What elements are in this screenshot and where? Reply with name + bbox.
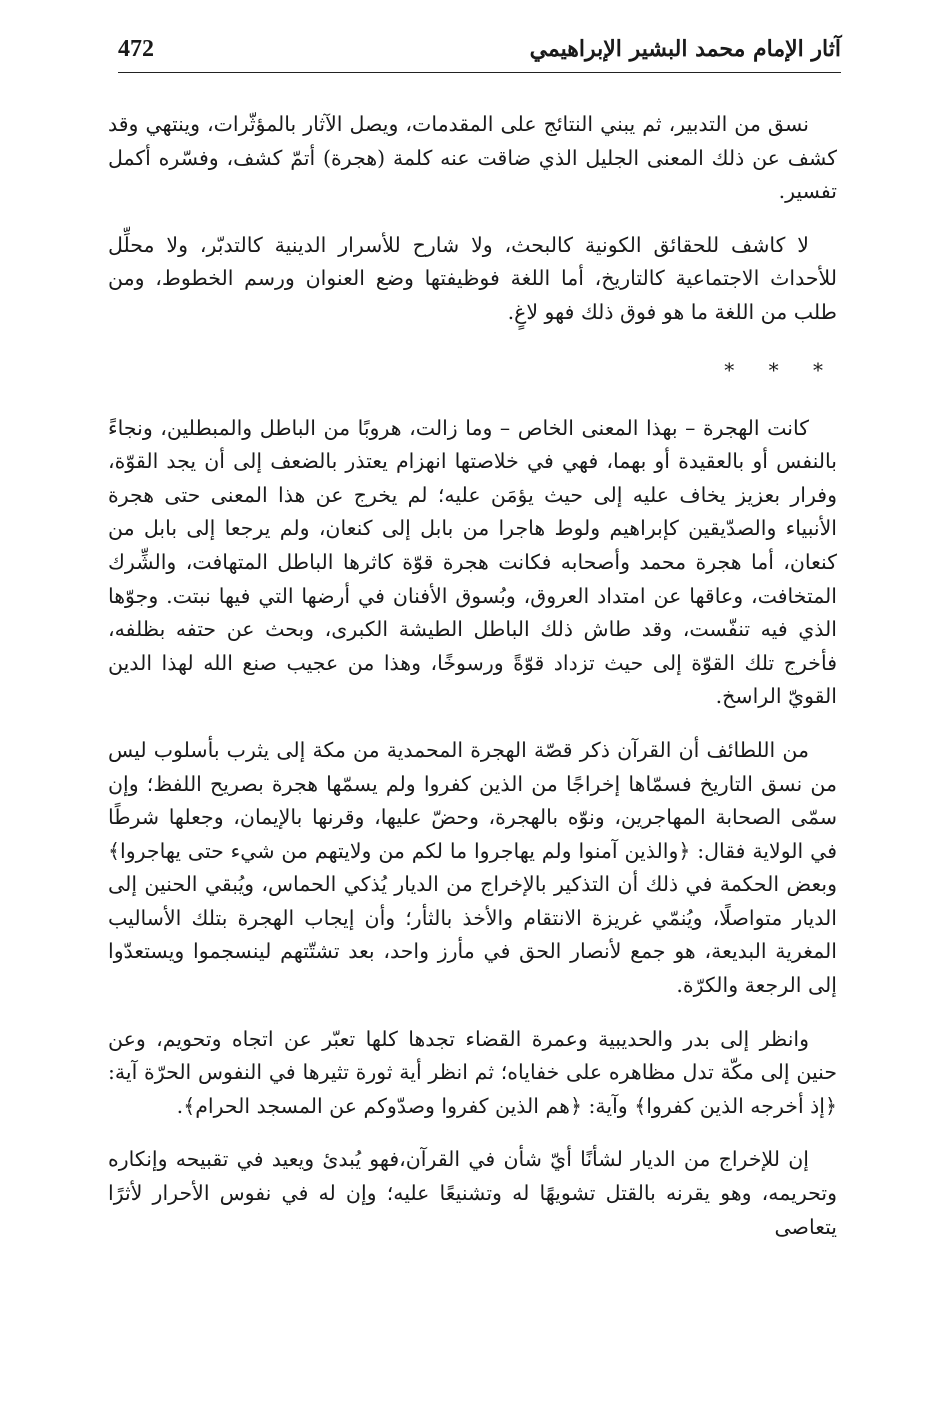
paragraph: لا كاشف للحقائق الكونية كالبحث، ولا شارح للأسرار الدينية كالتدبّر، ولا محلِّل للأحداث الاجتماعية كالتاريخ، أما اللغة فوظيفتها وضع العنوان ورسم الخطوط، ومن طلب من اللغة ما هو فوق ذلك فهو لاغٍ. <box>108 232 837 324</box>
body-text <box>108 108 837 1244</box>
paragraph: إن للإخراج من الديار لشأنًا أيّ شأن في القرآن،فهو يُبدئ ويعيد في تقبيحه وإنكاره وتحريمه، وهو يقرنه بالقتل تشويهًا له وتشنيعًا عليه؛ وإن له في نفوس الأحرار لأثرًا يتعاصى <box>108 1147 837 1239</box>
section-divider: * * * <box>724 357 837 382</box>
page-header <box>118 28 841 73</box>
paragraph: كانت الهجرة – بهذا المعنى الخاص – وما زالت، هروبًا من الباطل والمبطلين، ونجاءً بالنفس أو بالعقيدة أو بهما، فهي في خلاصتها انهزام يعتذر بالضعف إلى أن يجد القوّة، وفرار بعزيز يخاف عليه إلى حيث يؤمَن عليه؛ لم يخرج عن هذا المعنى حتى هجرة الأنبياء والصدّيقين كإبراهيم ولوط هاجرا من بابل إلى كنعان، ولم يرجعا إلى بابل من كنعان، أما هجرة محمد وأصحابه فكانت هجرة قوّة كاثرها الباطل المتهافت، والشِّرك المتخافت، وعاقها عن امتداد العروق، وبُسوق الأفنان في أرضها التي فيها نبتت. وجوّها الذي فيه تنفّست، وقد طاش ذلك الباطل الطيشة الكبرى، وبحث عن حتفه بظلفه، فأخرج تلك القوّة إلى حيث تزداد قوّةً ورسوخًا، وهذا من عجيب صنع الله لهذا الدين القويّ الراسخ. <box>108 415 837 709</box>
paragraph: نسق من التدبير، ثم يبني النتائج على المقدمات، ويصل الآثار بالمؤثّرات، وينتهي وقد كشف عن ذلك المعنى الجليل الذي ضاقت عنه كلمة (هجرة) أتمّ كشف، وفسّره أكمل تفسير. <box>108 112 837 204</box>
page-number: 472 <box>118 36 154 62</box>
paragraph: من اللطائف أن القرآن ذكر قصّة الهجرة المحمدية من مكة إلى يثرب بأسلوب ليس من نسق التاريخ فسمّاها إخراجًا من الذين كفروا ولم يسمّها هجرة بصريح اللفظ؛ وإن سمّى الصحابة المهاجرين، ونوّه بالهجرة، وحضّ عليها، وقرنها بالإيمان، وجعلها شرطًا في الولاية فقال: ﴿والذين آمنوا ولم يهاجروا ما لكم من ولايتهم من شيء حتى يهاجروا﴾ وبعض الحكمة في ذلك أن التذكير بالإخراج من الديار يُذكي الحماس، ويُبقي الحنين إلى الديار متواصلًا، ويُنمّي غريزة الانتقام والأخذ بالثأر؛ وأن إيجاب الهجرة بتلك الأساليب المغرية البديعة، هو جمع لأنصار الحق في مأرز واحد، بعد تشتّتهم لينسجموا ويستعدّوا إلى الرجعة والكرّة. <box>108 737 837 998</box>
running-title: آثار الإمام محمد البشير الإبراهيمي <box>529 36 841 62</box>
paragraph: وانظر إلى بدر والحديبية وعمرة القضاء تجدها كلها تعبّر عن اتجاه وتحويم، وعن حنين إلى مكّة تدل مظاهره على خفاياه؛ ثم انظر أية ثورة تثيرها في النفوس الحرّة آية: ﴿إذ أخرجه الذين كفروا﴾ وآية: ﴿هم الذين كفروا وصدّوكم عن المسجد الحرام﴾. <box>108 1026 837 1118</box>
